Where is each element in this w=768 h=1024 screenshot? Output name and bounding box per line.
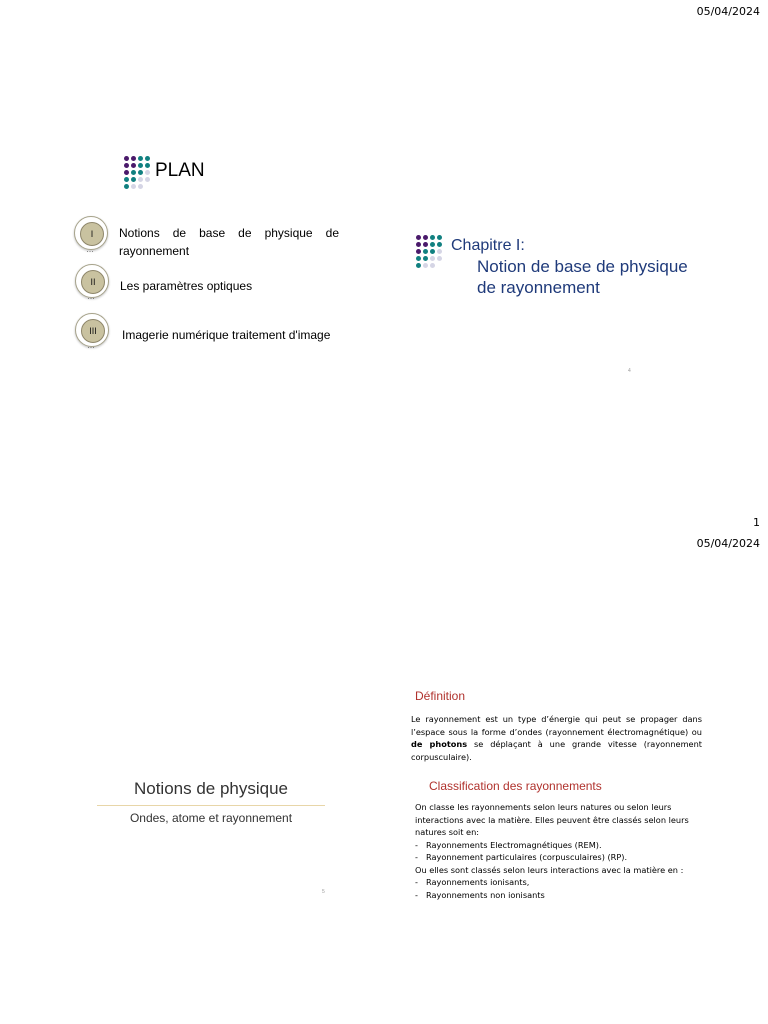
definition-text-part: se déplaçant à une grande vitesse (rayonnement corpusculaire).	[411, 739, 702, 762]
plan-item-1-text: Notions de base de physique de rayonnement	[119, 226, 339, 258]
list-item: - Rayonnements Electromagnétiques (REM).	[415, 839, 705, 852]
definition-text-bold: de photons	[411, 739, 468, 749]
list-item: - Rayonnements non ionisants	[415, 889, 705, 902]
plan-item-2-text: Les paramètres optiques	[120, 279, 253, 293]
list-item: - Rayonnement particulaires (corpusculaires) (RP).	[415, 851, 705, 864]
interaction-intro: Ou elles sont classés selon leurs interactions avec la matière en :	[415, 864, 684, 875]
slide-number: 5	[322, 889, 325, 895]
classification-body	[415, 801, 705, 901]
list-item: - Rayonnements ionisants,	[415, 876, 705, 889]
page2-date: 05/04/2024	[696, 537, 760, 550]
nature-list	[415, 839, 705, 864]
plan-title: PLAN	[155, 160, 205, 181]
definition-heading: Définition	[415, 689, 466, 703]
ellipsis-icon: …	[87, 341, 95, 350]
classification-heading: Classification des rayonnements	[429, 779, 602, 793]
slide-number: 4	[628, 368, 631, 374]
notions-subtitle: Ondes, atome et rayonnement	[129, 811, 293, 825]
plan-item-3-text: Imagerie numérique traitement d'image	[122, 328, 331, 342]
title-divider	[97, 805, 325, 806]
chapter-title-line-1: Notion de base de physique	[477, 257, 688, 276]
ellipsis-icon: …	[86, 245, 94, 254]
dot-grid-logo-icon	[124, 156, 150, 189]
notions-title: Notions de physique	[133, 779, 289, 798]
chapter-label: Chapitre I:	[451, 237, 525, 254]
page1-date: 05/04/2024	[696, 5, 760, 18]
chapter-title-line-2: de rayonnement	[477, 278, 600, 297]
ellipsis-icon: …	[87, 292, 95, 301]
interaction-list	[415, 876, 705, 901]
definition-text-part: Le rayonnement est un type d’énergie qui peut se propager dans l’espace sous la forme d’ondes (rayonnement électromagnétique) ou	[411, 714, 702, 737]
numeral-iii: III	[81, 319, 105, 343]
definition-text	[411, 713, 702, 763]
page-number: 1	[753, 516, 760, 529]
numeral-i: I	[80, 222, 104, 246]
numeral-ii: II	[81, 270, 105, 294]
classification-intro: On classe les rayonnements selon leurs natures ou selon leurs interactions avec la matière. Elles peuvent être classés selon leurs natures soit en:	[415, 802, 689, 837]
dot-grid-logo-icon	[416, 235, 442, 268]
